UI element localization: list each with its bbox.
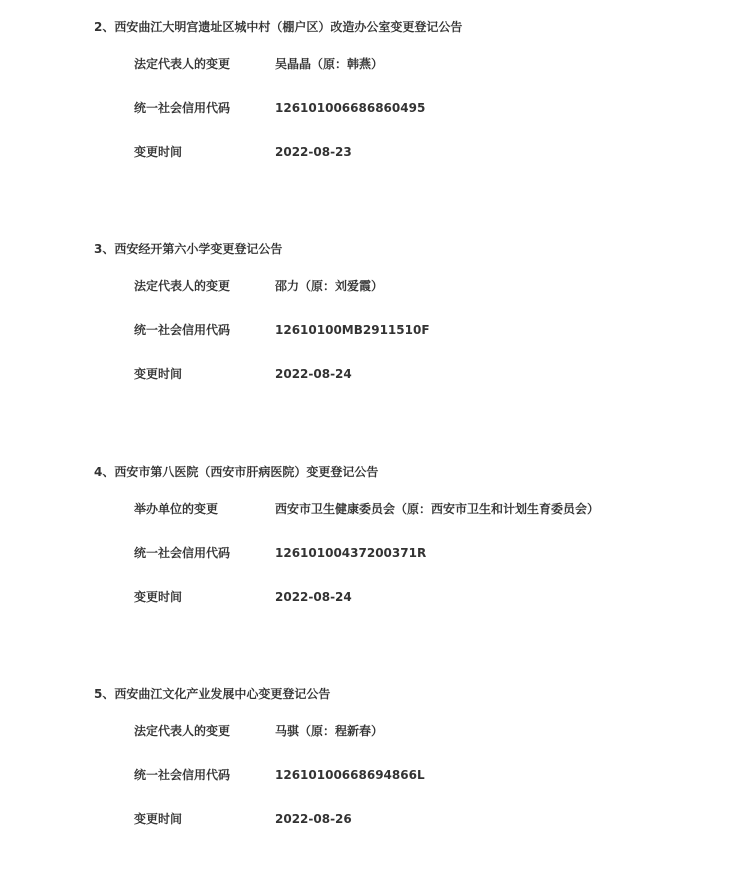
detail-row bbox=[0, 56, 742, 72]
row-value: 2022-08-24 bbox=[275, 590, 352, 604]
detail-row bbox=[0, 278, 742, 294]
row-value: 2022-08-23 bbox=[275, 145, 352, 159]
row-label: 法定代表人的变更 bbox=[134, 724, 231, 738]
row-value: 2022-08-26 bbox=[275, 812, 352, 826]
detail-row bbox=[0, 366, 742, 382]
row-value: 邵力（原：刘爱霞） bbox=[275, 279, 384, 293]
notice-title: 2、西安曲江大明宫遗址区城中村（棚户区）改造办公室变更登记公告 bbox=[94, 20, 463, 34]
detail-row bbox=[0, 589, 742, 605]
detail-row bbox=[0, 144, 742, 160]
row-value: 12610100668694866L bbox=[275, 768, 425, 782]
detail-row bbox=[0, 322, 742, 338]
detail-row bbox=[0, 545, 742, 561]
notice-title: 4、西安市第八医院（西安市肝病医院）变更登记公告 bbox=[94, 465, 379, 479]
row-value: 126101006686860495 bbox=[275, 101, 426, 115]
row-value: 12610100437200371R bbox=[275, 546, 427, 560]
row-value: 2022-08-24 bbox=[275, 367, 352, 381]
detail-row bbox=[0, 501, 742, 517]
row-value: 马骐（原：程新春） bbox=[275, 724, 384, 738]
detail-row bbox=[0, 100, 742, 116]
row-label: 举办单位的变更 bbox=[134, 502, 219, 516]
row-label: 变更时间 bbox=[134, 590, 183, 604]
row-label: 法定代表人的变更 bbox=[134, 279, 231, 293]
row-label: 变更时间 bbox=[134, 367, 183, 381]
row-value: 西安市卫生健康委员会（原：西安市卫生和计划生育委员会） bbox=[275, 502, 600, 516]
row-value: 吴晶晶（原：韩燕） bbox=[275, 57, 384, 71]
row-value: 12610100MB2911510F bbox=[275, 323, 430, 337]
row-label: 统一社会信用代码 bbox=[134, 546, 231, 560]
row-label: 变更时间 bbox=[134, 145, 183, 159]
row-label: 统一社会信用代码 bbox=[134, 768, 231, 782]
row-label: 变更时间 bbox=[134, 812, 183, 826]
row-label: 法定代表人的变更 bbox=[134, 57, 231, 71]
notice-title: 5、西安曲江文化产业发展中心变更登记公告 bbox=[94, 687, 331, 701]
row-label: 统一社会信用代码 bbox=[134, 101, 231, 115]
detail-row bbox=[0, 723, 742, 739]
row-label: 统一社会信用代码 bbox=[134, 323, 231, 337]
notice-title: 3、西安经开第六小学变更登记公告 bbox=[94, 242, 283, 256]
detail-row bbox=[0, 767, 742, 783]
detail-row bbox=[0, 811, 742, 827]
